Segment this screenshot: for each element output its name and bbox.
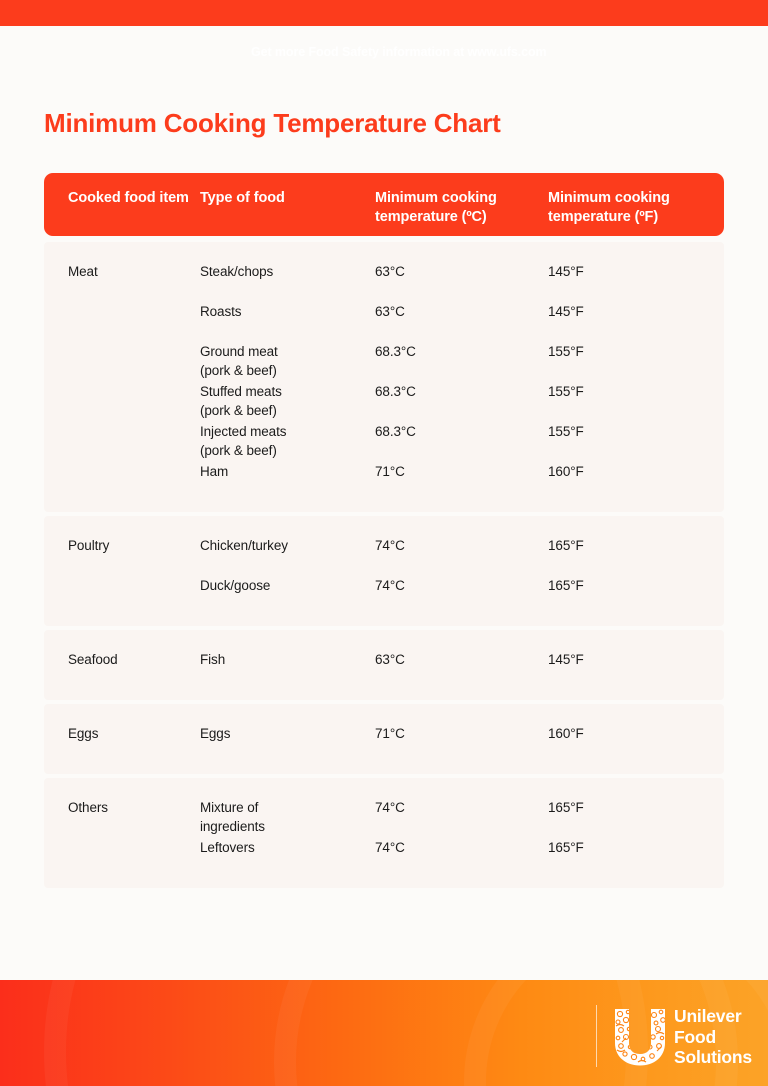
cell-cooked-food-item: Seafood: [68, 652, 118, 667]
cell-temperature-celsius: 71°C: [375, 464, 405, 479]
cell-temperature-fahrenheit: 165°F: [548, 800, 584, 815]
page-title: Minimum Cooking Temperature Chart: [44, 108, 501, 138]
table-row: [44, 718, 724, 758]
brand-wordmark: [674, 1006, 752, 1068]
cell-temperature-celsius: 63°C: [375, 652, 405, 667]
cell-temperature-celsius: 74°C: [375, 538, 405, 553]
table-row: [44, 376, 724, 416]
table-row: [44, 832, 724, 872]
cell-temperature-fahrenheit: 165°F: [548, 578, 584, 593]
cell-temperature-celsius: 71°C: [375, 726, 405, 741]
cell-type-of-food: Leftovers: [200, 840, 255, 855]
cell-temperature-celsius: 74°C: [375, 800, 405, 815]
cell-type-of-food: Ground meat (pork & beef): [200, 344, 278, 378]
table-row: [44, 416, 724, 456]
table-section: [44, 778, 724, 888]
cell-temperature-fahrenheit: 145°F: [548, 264, 584, 279]
footer-divider: [596, 1005, 597, 1067]
cell-temperature-fahrenheit: 155°F: [548, 424, 584, 439]
cell-temperature-fahrenheit: 160°F: [548, 464, 584, 479]
cell-type-of-food: Chicken/turkey: [200, 538, 288, 553]
brand-line-solutions: Solutions: [674, 1047, 752, 1067]
footer-message: Get more Food Safety information at www.ufs.com: [251, 45, 547, 59]
cell-type-of-food: Steak/chops: [200, 264, 274, 279]
table-row: [44, 530, 724, 570]
cell-type-of-food: Roasts: [200, 304, 242, 319]
table-row: [44, 570, 724, 610]
column-header-temperature-celsius: Minimum cooking temperature (ºC): [375, 190, 497, 225]
cell-temperature-fahrenheit: 155°F: [548, 384, 584, 399]
cell-temperature-celsius: 74°C: [375, 578, 405, 593]
cell-cooked-food-item: Others: [68, 800, 108, 815]
cell-temperature-celsius: 74°C: [375, 840, 405, 855]
cooking-temperature-table: [44, 173, 724, 888]
column-header-temperature-fahrenheit: Minimum cooking temperature (ºF): [548, 190, 670, 225]
page-content: [0, 26, 768, 980]
table-section: [44, 242, 724, 512]
top-accent-bar: [0, 0, 768, 26]
cell-cooked-food-item: Eggs: [68, 726, 99, 741]
cell-type-of-food: Duck/goose: [200, 578, 271, 593]
table-row: [44, 296, 724, 336]
cell-type-of-food: Eggs: [200, 726, 231, 741]
cell-temperature-fahrenheit: 165°F: [548, 840, 584, 855]
column-header-type-of-food: Type of food: [200, 190, 285, 206]
brand-line-food: Food: [674, 1026, 716, 1047]
cell-cooked-food-item: Meat: [68, 264, 98, 279]
cell-type-of-food: Mixture of ingredients: [200, 800, 265, 834]
table-row: [44, 336, 724, 376]
cell-temperature-celsius: 63°C: [375, 304, 405, 319]
table-section: [44, 630, 724, 700]
cell-temperature-celsius: 63°C: [375, 264, 405, 279]
footer-swirl-decoration: [44, 980, 648, 1086]
table-row: [44, 792, 724, 832]
table-row: [44, 456, 724, 496]
table-body: [44, 242, 724, 888]
table-row: [44, 256, 724, 296]
cell-type-of-food: Stuffed meats (pork & beef): [200, 384, 282, 418]
column-header-cooked-food-item: Cooked food item: [68, 190, 189, 206]
cell-cooked-food-item: Poultry: [68, 538, 110, 553]
brand-line-unilever: Unilever: [674, 1006, 742, 1026]
cell-temperature-celsius: 68.3°C: [375, 344, 416, 359]
cell-temperature-fahrenheit: 145°F: [548, 304, 584, 319]
unilever-food-solutions-logo: [612, 1005, 752, 1069]
cell-temperature-fahrenheit: 160°F: [548, 726, 584, 741]
cell-type-of-food: Ham: [200, 464, 229, 479]
cell-temperature-celsius: 68.3°C: [375, 424, 416, 439]
table-section: [44, 704, 724, 774]
table-row: [44, 644, 724, 684]
table-header-row: [44, 173, 724, 236]
cell-temperature-fahrenheit: 165°F: [548, 538, 584, 553]
cell-temperature-celsius: 68.3°C: [375, 384, 416, 399]
unilever-u-icon: [612, 1007, 668, 1067]
cell-temperature-fahrenheit: 145°F: [548, 652, 584, 667]
table-section: [44, 516, 724, 626]
cell-type-of-food: Fish: [200, 652, 226, 667]
cell-type-of-food: Injected meats (pork & beef): [200, 424, 287, 458]
cell-temperature-fahrenheit: 155°F: [548, 344, 584, 359]
